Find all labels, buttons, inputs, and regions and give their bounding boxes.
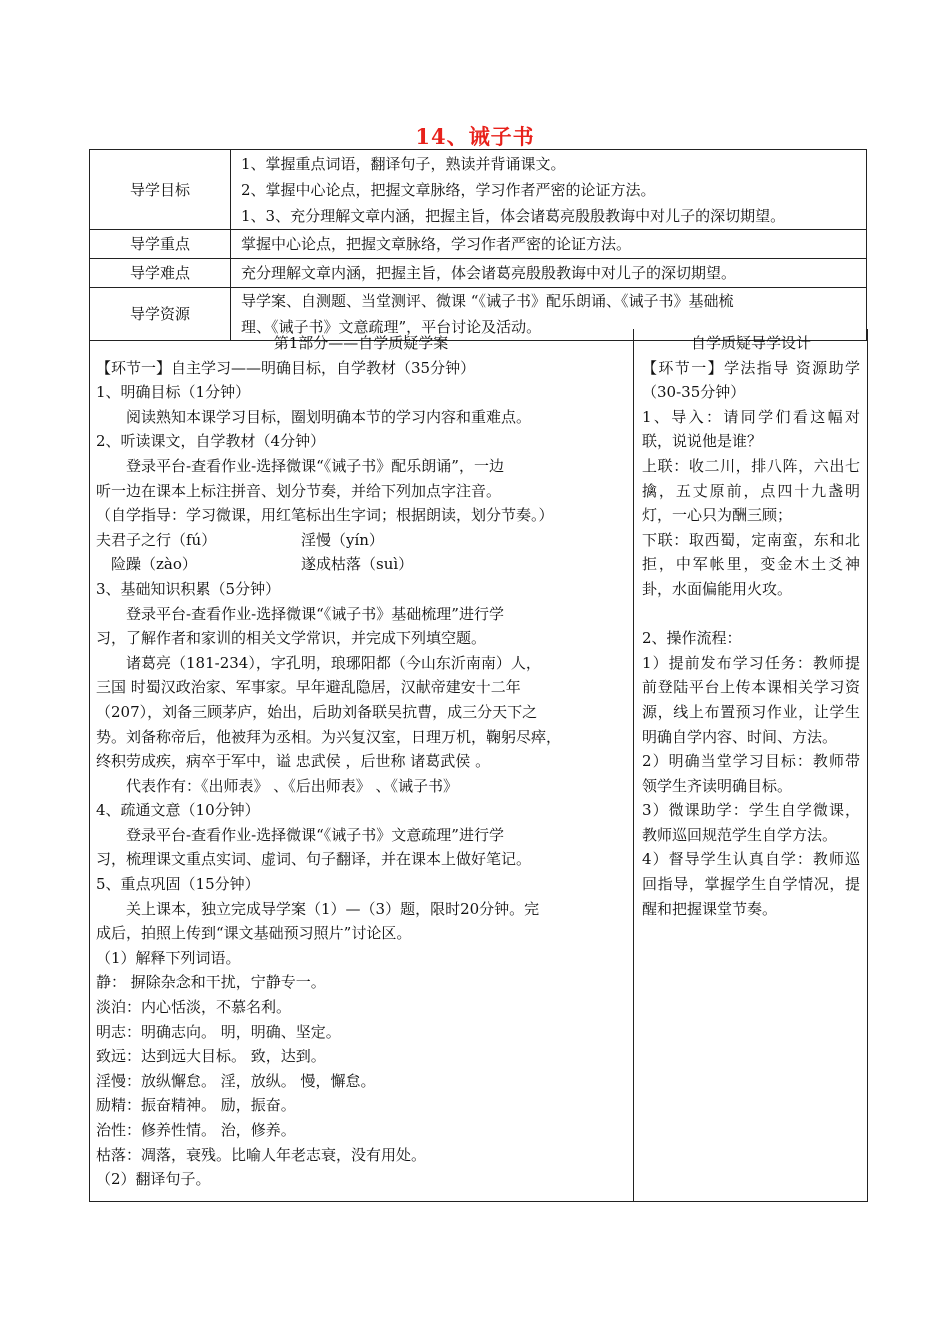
goal-value: 1、掌握重点词语，翻译句子，熟读并背诵课文。 2、掌握中心论点，把握文章脉络，学习作者严密的论证方法。 1、3、充分理解文章内涵，把握主旨，体会诸葛亮殷殷教诲中对儿子的深切期望。 (231, 150, 867, 230)
guidance-para: 1、导入：请同学们看这幅对联，说说他是谁？ (642, 407, 860, 451)
step-1-title: 1、明确目标（1分钟） (96, 383, 251, 402)
vocab-item: 明志：明确志向。 明，明确、坚定。 (96, 1022, 341, 1041)
step-4-text-cont: 习，梳理课文重点实词、虚词、句子翻译，并在课本上做好笔记。 (96, 850, 532, 869)
document-title: 14、诫子书 (415, 124, 535, 149)
works-list: 代表作有：《出师表》 、《后出师表》 、《诫子书》 (126, 776, 459, 795)
difficulty-label: 导学难点 (90, 259, 231, 288)
column-divider (633, 329, 634, 1201)
key-point-label: 导学重点 (90, 230, 231, 259)
left-header: 第1部分——自学质疑学案 (273, 334, 449, 352)
step-2-title: 2、听读课文，自学教材（4分钟） (96, 432, 326, 451)
couplet-lower: 下联：取西蜀，定南蛮，东和北拒，中军帐里，变金木土爻神卦，水面偏能用火攻。 (642, 530, 860, 598)
step-3-text: 登录平台-查看作业-选择微课“《诫子书》基础梳理”进行学 (126, 604, 504, 623)
bio-text: 诸葛亮（181-234），字孔明，琅琊阳都（今山东沂南南）人， (126, 653, 541, 672)
step-3-text-cont: 习，了解作者和家训的相关文学常识，并完成下列填空题。 (96, 629, 487, 648)
right-header: 自学质疑导学设计 (690, 334, 811, 352)
step-4-text: 登录平台-查看作业-选择微课“《诫子书》文意疏理”进行学 (126, 825, 504, 844)
bio-text: 终积劳成疾，病卒于军中，谥 忠武侯 ，后世称 诸葛武侯 。 (96, 752, 491, 771)
bio-text: （207），刘备三顾茅庐，始出，后助刘备联吴抗曹，成三分天下之 (96, 702, 538, 721)
vocab-item: 淫慢：放纵懈怠。 淫，放纵。 慢，懈怠。 (96, 1071, 376, 1090)
vocab-item: 励精：振奋精神。 励，振奋。 (96, 1096, 296, 1115)
vocab-item: 淡泊：内心恬淡，不慕名利。 (96, 998, 292, 1017)
vocab-item: 治性：修养性情。 治，修养。 (96, 1121, 296, 1139)
difficulty-value: 充分理解文章内涵，把握主旨，体会诸葛亮殷殷教诲中对儿子的深切期望。 (231, 259, 867, 288)
key-point-value: 掌握中心论点，把握文章脉络，学习作者严密的论证方法。 (231, 230, 867, 259)
bio-text: 势。刘备称帝后，他被拜为丞相。为兴复汉室，日理万机，鞠躬尽瘁， (96, 727, 562, 746)
step-5-title: 5、重点巩固（15分钟） (96, 875, 260, 894)
guidance-para: 2、操作流程： (642, 629, 742, 648)
question-2: （2）翻译句子。 (96, 1170, 211, 1189)
vocab-item: 枯落：凋落，衰残。比喻人年老志衰，没有用处。 (96, 1145, 427, 1164)
bio-text: 三国 时蜀汉政治家、军事家。早年避乱隐居，汉献帝建安十二年 (96, 678, 521, 697)
section-title: 【环节一】自主学习——明确目标，自学教材（35分钟） (96, 358, 476, 377)
step-4-title: 4、疏通文意（10分钟） (96, 801, 260, 820)
guidance-para: 4）督导学生认真自学：教师巡回指导，掌握学生自学情况，提醒和把握课堂节奏。 (642, 850, 860, 918)
study-plan-body (89, 329, 868, 1202)
guidance-para: 2）明确当堂学习目标：教师带领学生齐读明确目标。 (642, 752, 860, 795)
guide-info-table (89, 149, 867, 341)
question-1: （1）解释下列词语。 (96, 948, 241, 967)
couplet-upper: 上联：收二川，排八阵，六出七擒，五丈原前，点四十九盏明灯，一心只为酬三顾； (642, 456, 860, 525)
vocab-item: 致远：达到远大目标。 致，达到。 (96, 1047, 326, 1066)
pinyin-row: 夫君子之行（fú） 淫慢（yín） (96, 530, 384, 549)
guidance-para: 3）微课助学：学生自学微课，教师巡回规范学生自学方法。 (642, 801, 860, 844)
step-5-text: 关上课本，独立完成导学案（1）—（3）题，限时20分钟。完 (126, 899, 540, 918)
step-2-text: 登录平台-查看作业-选择微课“《诫子书》配乐朗诵”，一边 (126, 456, 504, 475)
resource-value: 导学案、自测题、当堂测评、微课 “《诫子书》配乐朗诵、《诫子书》基础梳 理、《诫子书》文意疏理”，平台讨论及活动。 (231, 288, 867, 341)
guidance-para: 【环节一】学法指导 资源助学（30-35分钟） (642, 358, 860, 402)
step-5-text-cont: 成后，拍照上传到“课文基础预习照片”讨论区。 (96, 924, 412, 943)
vocab-item: 静： 摒除杂念和干扰，宁静专一。 (96, 973, 326, 992)
guidance-para: 1）提前发布学习任务：教师提前登陆平台上传本课相关学习资源，线上布置预习作业，让学生明确自学内容、时间、方法。 (642, 653, 860, 746)
step-1-text: 阅读熟知本课学习目标，圈划明确本节的学习内容和重难点。 (126, 407, 532, 426)
resource-label: 导学资源 (90, 288, 231, 341)
pinyin-row: 险躁（zào） 遂成枯落（suì） (111, 555, 414, 574)
self-study-column (96, 331, 626, 1192)
step-3-title: 3、基础知识积累（5分钟） (96, 579, 281, 598)
goal-label: 导学目标 (90, 150, 231, 230)
guidance-column (642, 331, 860, 921)
study-hint: （自学指导：学习微课，用红笔标出生字词；根据朗读，划分节奏。） (96, 506, 554, 525)
step-2-text-cont: 听一边在课本上标注拼音、划分节奏，并给下列加点字注音。 (96, 481, 502, 500)
